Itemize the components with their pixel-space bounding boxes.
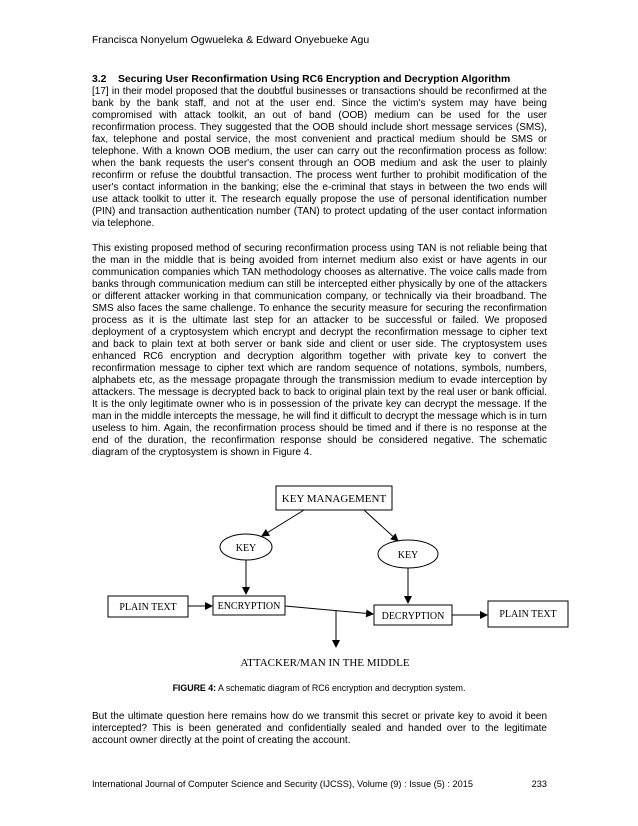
arrow-km-to-key-left: [262, 510, 304, 536]
figure-caption: [0, 683, 638, 693]
decryption-label: DECRYPTION: [381, 611, 445, 622]
running-header: Francisca Nonyelum Ogwueleka & Edward Onyebueke Agu: [92, 34, 370, 46]
figure-caption-text: A schematic diagram of RC6 encryption and decryption system.: [216, 683, 466, 693]
figure-label: FIGURE 4:: [172, 683, 217, 693]
arrow-km-to-key-right: [364, 510, 398, 541]
body-paragraph-2: This existing proposed method of securing reconfirmation process using TAN is not reliable being that the man in the middle that is being avoided from internet medium also exist or have agents in our communication companies which TAN methodology chooses as alternative. The voice calls made from banks through communication medium can still be intercepted either physically by one of the attackers or different attacker working in that communication company, or technically via their broadband. The SMS also faces the same challenge. To enhance the security measure for securing the reconfirmation process as it is the ultimate last step for an attacker to be successful or failed. We proposed deployment of a cryptosystem which encrypt and decrypt the reconfirmation message to cipher text and back to plain text at both server or bank side and client or user side. The cryptosystem uses enhanced RC6 encryption and decryption algorithm together with private key to convert the reconfirmation message to cipher text which are random sequence of notations, symbols, numbers, alphabets etc, as the message propagate through the transmission medium to evade interception by attackers. The message is decrypted back to back to original plain text by the real user or bank official. It is the only legitimate owner who is in possession of the private key can decrypt the message. If the man in the middle intercepts the message, he will find it difficult to decrypt the message which is in turn useless to him. Again, the reconfirmation process should be timed and if there is no response at the end of the duration, the reconfirmation response should be considered negative. The schematic diagram of the cryptosystem is shown in Figure 4.: [92, 243, 547, 458]
plain-text-left-label: PLAIN TEXT: [119, 602, 177, 613]
key-management-label: KEY MANAGEMENT: [281, 493, 387, 505]
body-paragraph-3: But the ultimate question here remains how do we transmit this secret or private key to avoid it been intercepted? This is been generated and confidentially sealed and handed over to the legitimate account owner directly at the point of creating the account.: [92, 711, 547, 746]
page-number: 233: [531, 779, 547, 789]
running-footer: [92, 779, 547, 789]
section-title: Securing User Reconfirmation Using RC6 Encryption and Decryption Algorithm: [118, 74, 511, 85]
key-right-label: KEY: [397, 550, 419, 561]
rc6-schematic-diagram: [0, 475, 638, 675]
arrow-encryption-to-decryption: [285, 606, 373, 614]
body-paragraph-1: [17] in their model proposed that the doubtful businesses or transactions should be reconfirmed at the bank by the bank staff, and not at the user end. Since the victim's system may have being compromised with attack toolkit, an out of band (OOB) medium can be used for the user reconfirmation process. They suggested that the OOB should include short message services (SMS), fax, telephone and postal service, the most convenient and practical medium should be SMS or telephone. With a known OOB medium, the user can carry out the reconfirmation process as follow: when the bank requests the user's consent through an OOB medium and ask the user to plainly reconfirm or refuse the doubtful transaction. The process went further to prohibit modification of the user's contact information in the banking; else the e-criminal that stays in between the two ends will use attack toolkit to utter it. The research equally propose the use of personal identification number (PIN) and transaction authentication number (TAN) to protect updating of the user contact information via telephone.: [92, 86, 547, 229]
section-number: 3.2: [92, 74, 107, 85]
key-left-label: KEY: [235, 543, 257, 554]
attacker-label: ATTACKER/MAN IN THE MIDDLE: [240, 657, 410, 669]
journal-citation: International Journal of Computer Science and Security (IJCSS), Volume (9) : Issue (5) : 2015: [92, 779, 473, 789]
encryption-label: ENCRYPTION: [217, 601, 281, 612]
section-heading: [92, 74, 547, 85]
plain-text-right-label: PLAIN TEXT: [499, 609, 557, 620]
